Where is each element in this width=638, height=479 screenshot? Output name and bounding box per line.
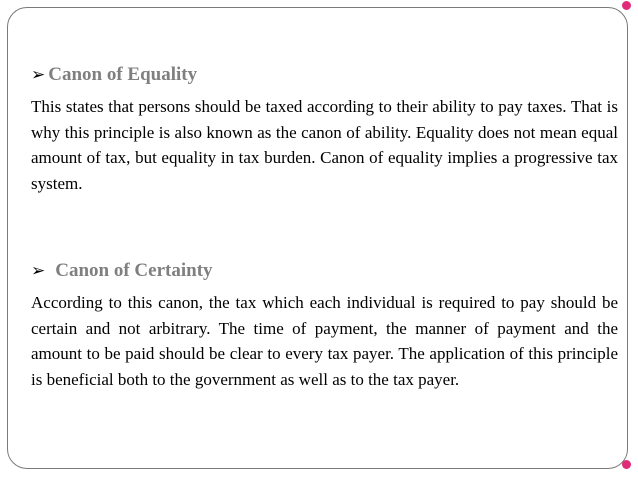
bottom-accent-dot [622, 460, 631, 469]
heading-text: Canon of Equality [48, 64, 198, 85]
heading-text: Canon of Certainty [55, 260, 213, 281]
section-heading-certainty [31, 260, 213, 282]
section-heading-equality [31, 64, 197, 86]
arrow-bullet-icon: ➢ [31, 65, 46, 85]
section-body-equality: This states that persons should be taxed according to their ability to pay taxes. That is why this principle is also known as the canon of ability. Equality does not mean equal amount of tax, but equality in tax burden. Canon of equality implies a progressive tax system. [31, 97, 618, 193]
top-accent-dot [622, 1, 631, 10]
arrow-bullet-icon: ➢ [31, 261, 46, 281]
section-body-certainty: According to this canon, the tax which each individual is required to pay should be certain and not arbitrary. The time of payment, the manner of payment and the amount to be paid should be clear to every tax payer. The application of this principle is beneficial both to the government as well as to the tax payer. [31, 293, 618, 389]
